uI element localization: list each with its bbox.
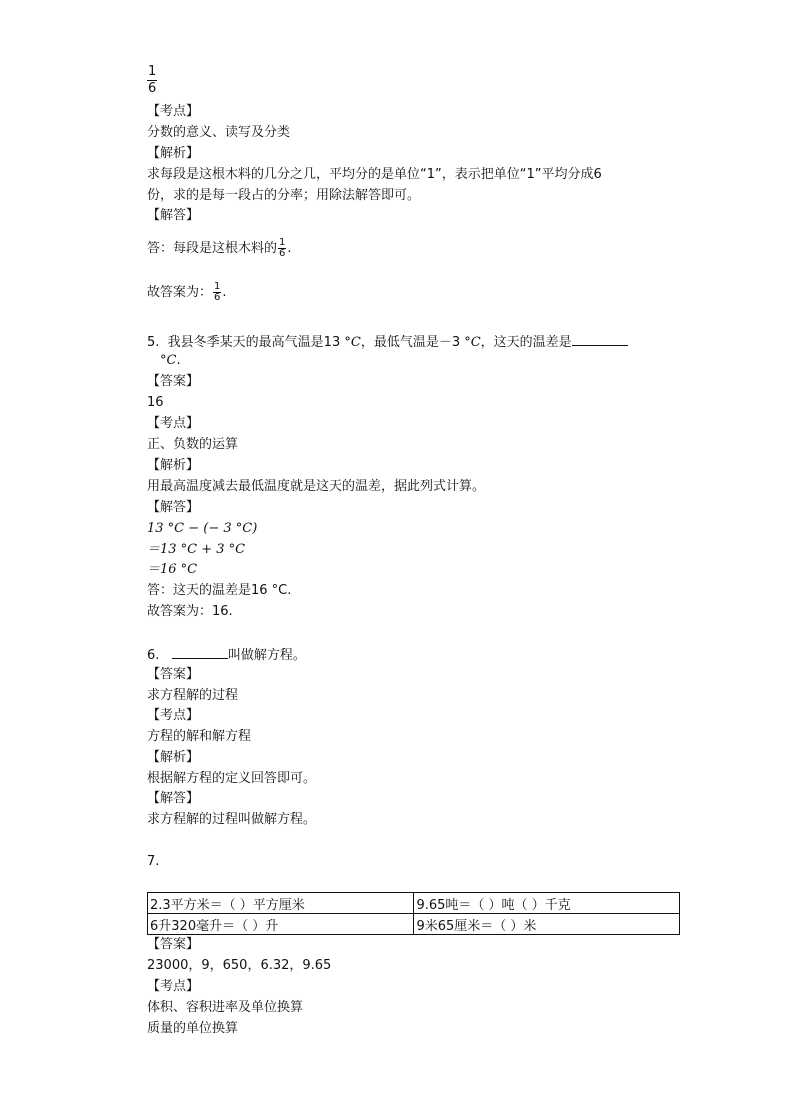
answer-blank — [572, 333, 628, 346]
q5-line2-end: . — [176, 353, 181, 368]
q4-kaodian-label: 【考点】 — [147, 104, 200, 119]
q5-kaodian: 正、负数的运算 — [147, 437, 239, 452]
q4-final-fraction — [213, 282, 221, 303]
q5-jiexi-label: 【解析】 — [147, 458, 200, 473]
q7-number: 7. — [147, 854, 160, 869]
q6-question-text: 叫做解方程。 — [227, 648, 306, 663]
fraction-numerator: 1 — [148, 64, 157, 79]
q5-step2: ＝13 °C + 3 °C — [147, 542, 246, 557]
q6-jieda-label: 【解答】 — [147, 791, 200, 806]
q6-kaodian-label: 【考点】 — [147, 708, 200, 723]
q5-step3: ＝16 °C — [147, 562, 198, 577]
q7-daan-label: 【答案】 — [147, 937, 200, 952]
q5-question — [147, 333, 628, 352]
q7-kaodian1: 体积、容积进率及单位换算 — [147, 1000, 304, 1015]
q6-number: 6. — [147, 648, 160, 663]
q5-jieda-label: 【解答】 — [147, 500, 200, 515]
q4-jieda-suffix: . — [287, 241, 292, 256]
q4-jieda-prefix: 答：每段是这根木料的 — [147, 241, 278, 256]
q4-jieda-label: 【解答】 — [147, 208, 200, 223]
q5-question-text: 我县冬季某天的最高气温是13 — [167, 335, 345, 350]
q6-daan: 求方程解的过程 — [147, 688, 239, 703]
q5-final: 故答案为：16. — [147, 604, 233, 619]
q6-daan-label: 【答案】 — [147, 667, 200, 682]
fraction-numerator: 1 — [279, 237, 286, 248]
q6-kaodian: 方程的解和解方程 — [147, 729, 252, 744]
q4-jiexi-line2: 份，求的是每一段占的分率；用除法解答即可。 — [147, 188, 421, 203]
q4-final-prefix: 故答案为： — [147, 285, 213, 300]
q5-unit: °C — [464, 335, 481, 350]
q7-daan: 23000，9，650，6.32，9.65 — [147, 958, 332, 973]
q4-answer-fraction — [147, 64, 157, 97]
q5-daan-label: 【答案】 — [147, 374, 200, 389]
q7-kaodian-label: 【考点】 — [147, 979, 200, 994]
q4-jieda-fraction — [278, 238, 286, 259]
q5-jiexi: 用最高温度减去最低温度就是这天的温差，据此列式计算。 — [147, 479, 486, 494]
table-cell: 9米65厘米＝（ ）米 — [414, 914, 680, 935]
q4-kaodian: 分数的意义、读写及分类 — [147, 125, 291, 140]
q5-question-mid: ，最低气温是－3 — [360, 335, 465, 350]
answer-blank — [172, 646, 228, 659]
q7-kaodian2: 质量的单位换算 — [147, 1021, 239, 1036]
q6-jiexi-label: 【解析】 — [147, 750, 200, 765]
table-cell: 9.65吨＝（ ）吨（ ）千克 — [414, 893, 680, 914]
q5-unit: °C — [160, 353, 177, 368]
fraction-numerator: 1 — [214, 281, 221, 292]
table-row — [148, 893, 680, 914]
q5-question-line2 — [160, 352, 181, 370]
q6-question — [147, 646, 306, 665]
table-cell: 2.3平方米＝（ ）平方厘米 — [148, 893, 414, 914]
q5-unit: °C — [344, 335, 361, 350]
q4-jieda — [147, 238, 292, 259]
fraction-denominator: 6 — [148, 81, 157, 96]
table-row — [148, 914, 680, 935]
q7-conversion-table — [147, 892, 680, 935]
fraction-denominator: 6 — [214, 292, 221, 303]
q5-step1: 13 °C − (− 3 °C) — [147, 521, 258, 536]
q5-answer-line: 答：这天的温差是16 °C. — [147, 583, 292, 598]
q4-jiexi-line1: 求每段是这根木料的几分之几，平均分的是单位“1”，表示把单位“1”平均分成6 — [147, 167, 602, 182]
q5-kaodian-label: 【考点】 — [147, 416, 200, 431]
q5-question-end: ，这天的温差是 — [480, 335, 572, 350]
q4-final — [147, 282, 227, 303]
fraction-denominator: 6 — [279, 248, 286, 259]
q4-jiexi-label: 【解析】 — [147, 146, 200, 161]
q5-daan: 16 — [147, 395, 164, 410]
q6-jiexi: 根据解方程的定义回答即可。 — [147, 771, 317, 786]
q4-final-suffix: . — [222, 285, 227, 300]
q5-number: 5. — [147, 335, 160, 350]
table-cell: 6升320毫升＝（ ）升 — [148, 914, 414, 935]
q6-jieda: 求方程解的过程叫做解方程。 — [147, 812, 317, 827]
